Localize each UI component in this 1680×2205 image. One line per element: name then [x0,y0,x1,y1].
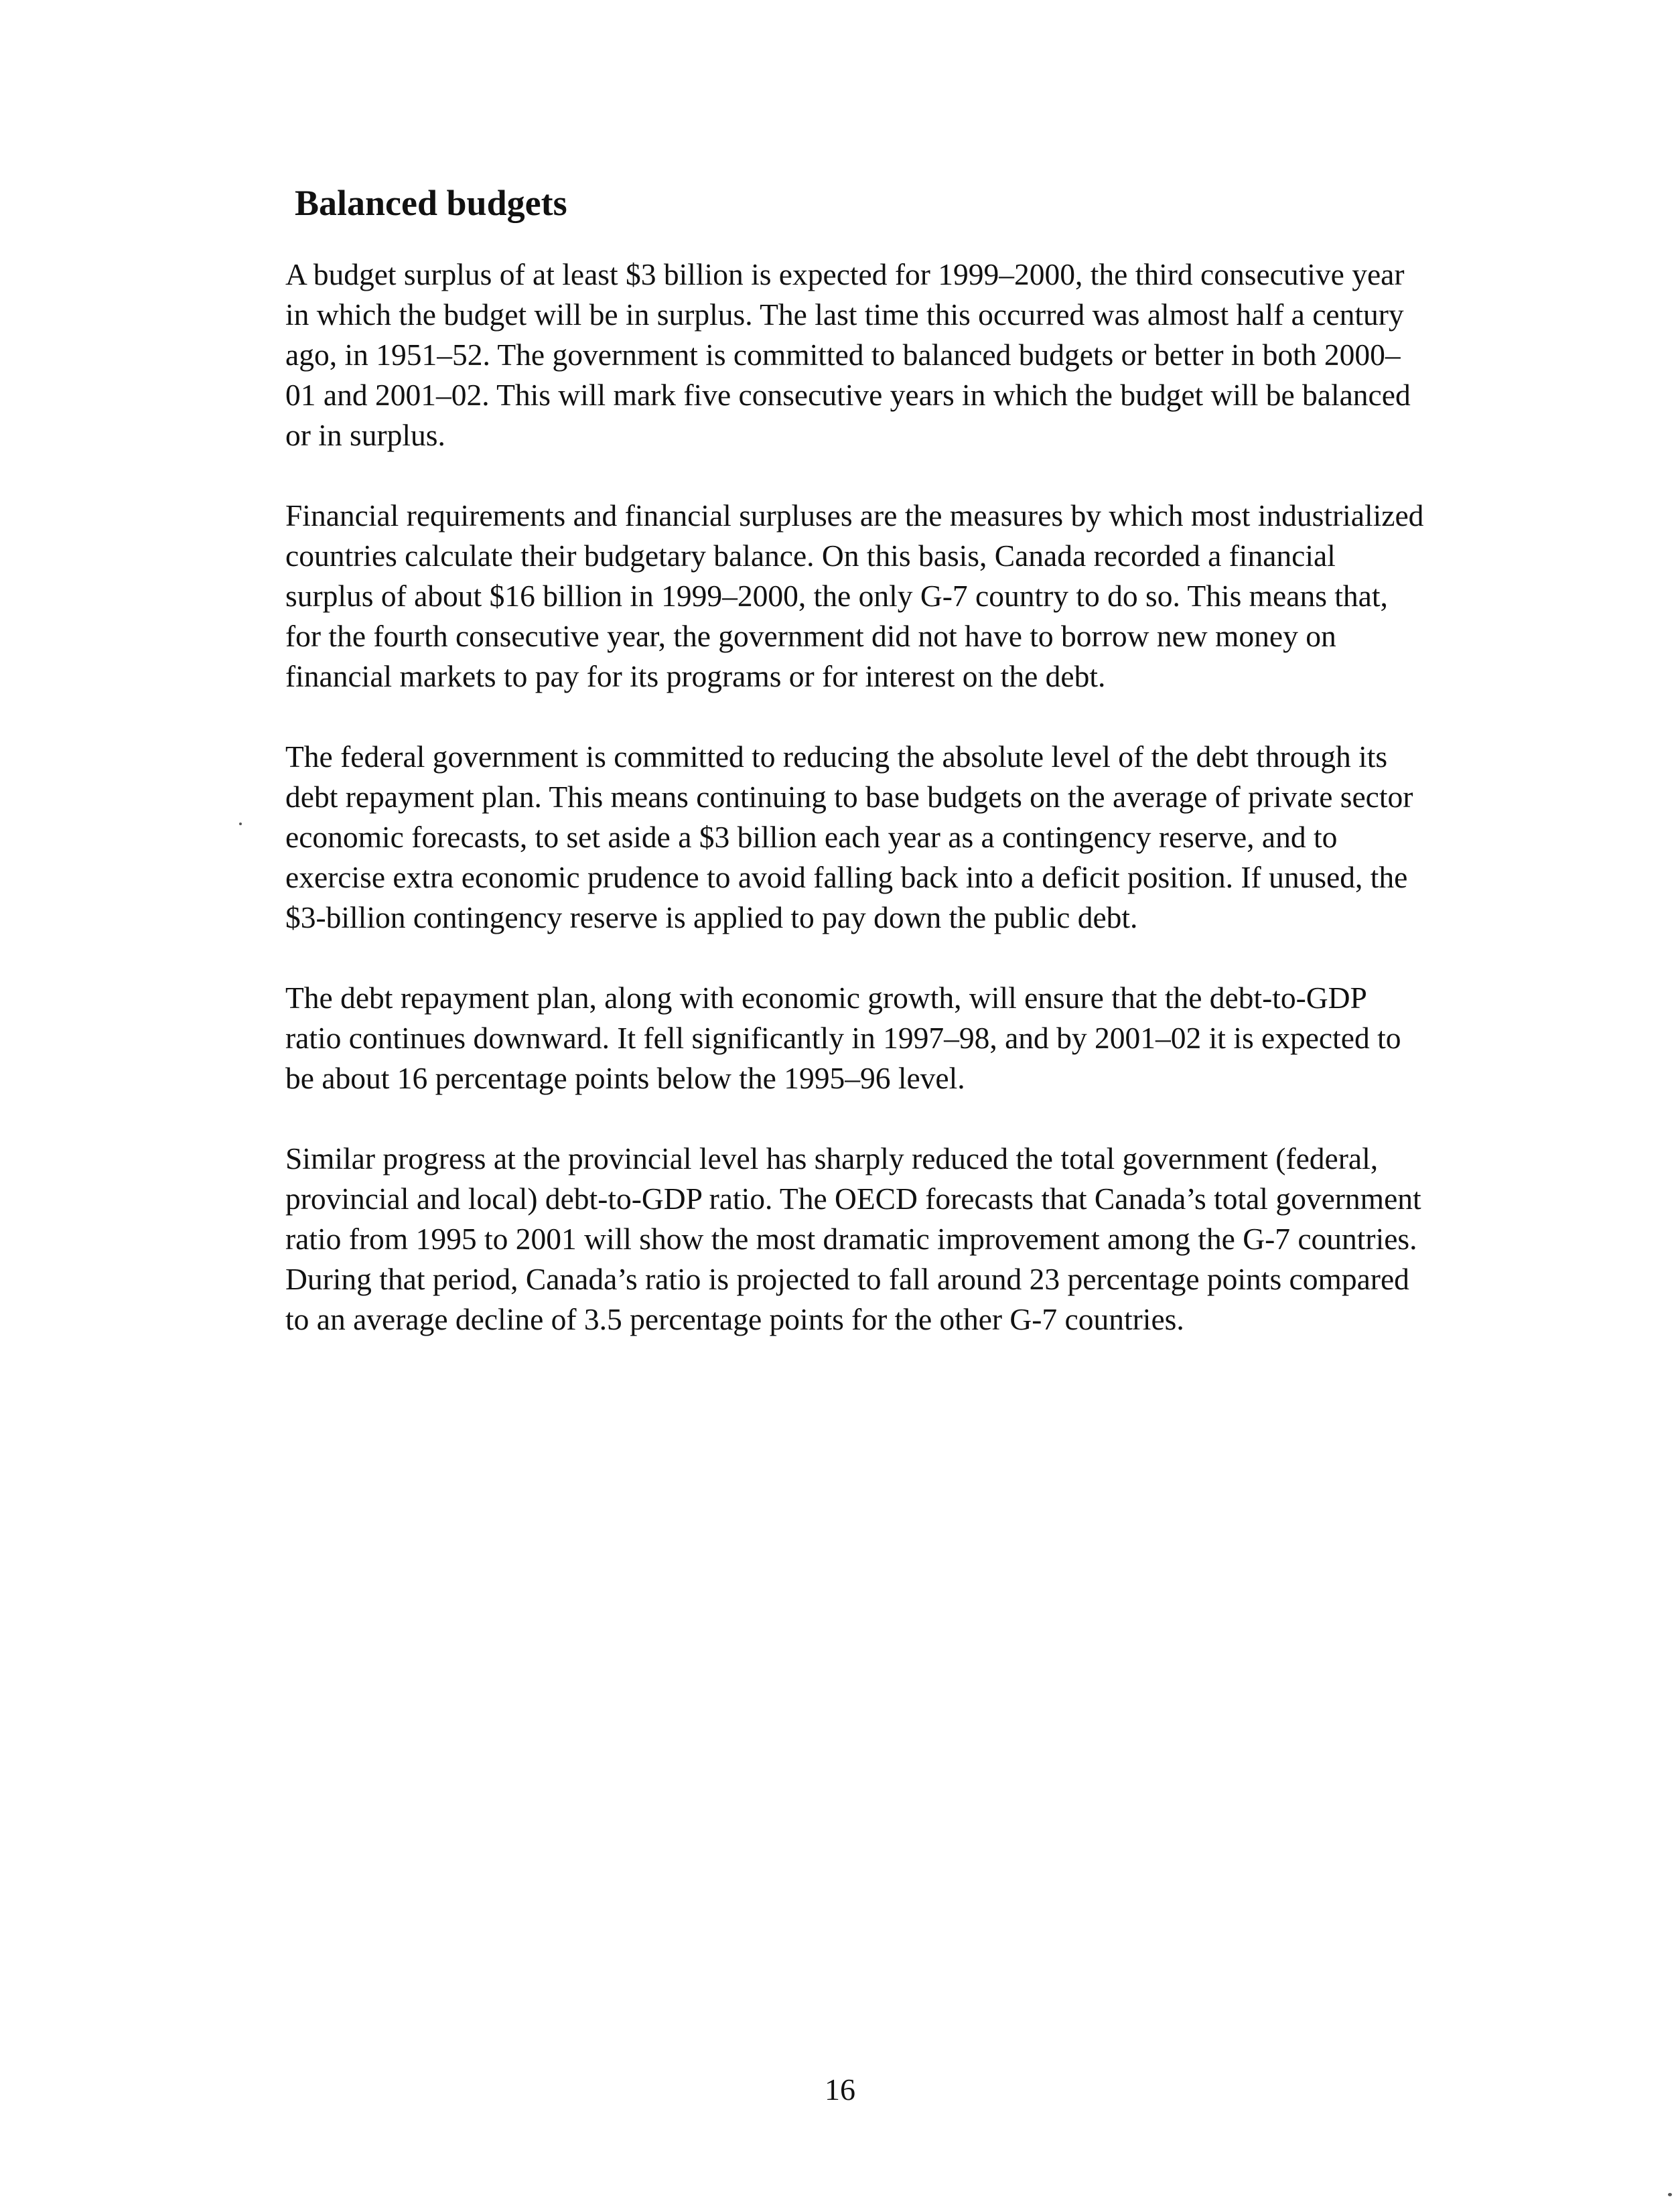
section-heading: Balanced budgets [295,183,567,223]
paragraph-provincial-progress: Similar progress at the provincial level has sharply reduced the total government (federal, provincial and local) debt-to-GDP ratio. The OECD forecasts that Canada’s total government ratio from 1995 to 2001 will show the most dramatic improvement among the G-7 countries. During that period, Canada’s ratio is projected to fall around 23 percentage points compared to an average decline of 3.5 percentage points for the other G-7 countries. [285,1141,1421,1336]
scan-speck [1668,2193,1672,2196]
paragraph-financial-requirements: Financial requirements and financial surpluses are the measures by which most industrialized countries calculate their budgetary balance. On this basis, Canada recorded a financial surplus of about $16 billion in 1999–2000, the only G-7 country to do so. This means that, for the fourth consecutive year, the government did not have to borrow new money on financial markets to pay for its programs or for interest on the debt. [285,498,1424,693]
page-number: 16 [825,2072,855,2107]
paragraph-balanced-budgets: A budget surplus of at least $3 billion is expected for 1999–2000, the third consecutive year in which the budget will be in surplus. The last time this occurred was almost half a century ago, in 1951–52. The government is committed to balanced budgets or better in both 2000–01 and 2001–02. This will mark five consecutive years in which the budget will be balanced or in surplus. [285,257,1411,452]
paragraph-debt-repayment: The federal government is committed to reducing the absolute level of the debt through its debt repayment plan. This means continuing to base budgets on the average of private sector economic forecasts, to set aside a $3 billion each year as a contingency reserve, and to exercise extra economic prudence to avoid falling back into a deficit position. If unused, the $3-billion contingency reserve is applied to pay down the public debt. [285,739,1413,934]
paragraph-debt-to-gdp: The debt repayment plan, along with economic growth, will ensure that the debt-to-GDP ratio continues downward. It fell significantly in 1997–98, and by 2001–02 it is expected to be about 16 percentage points below the 1995–96 level. [285,981,1401,1095]
scan-speck [239,823,242,825]
